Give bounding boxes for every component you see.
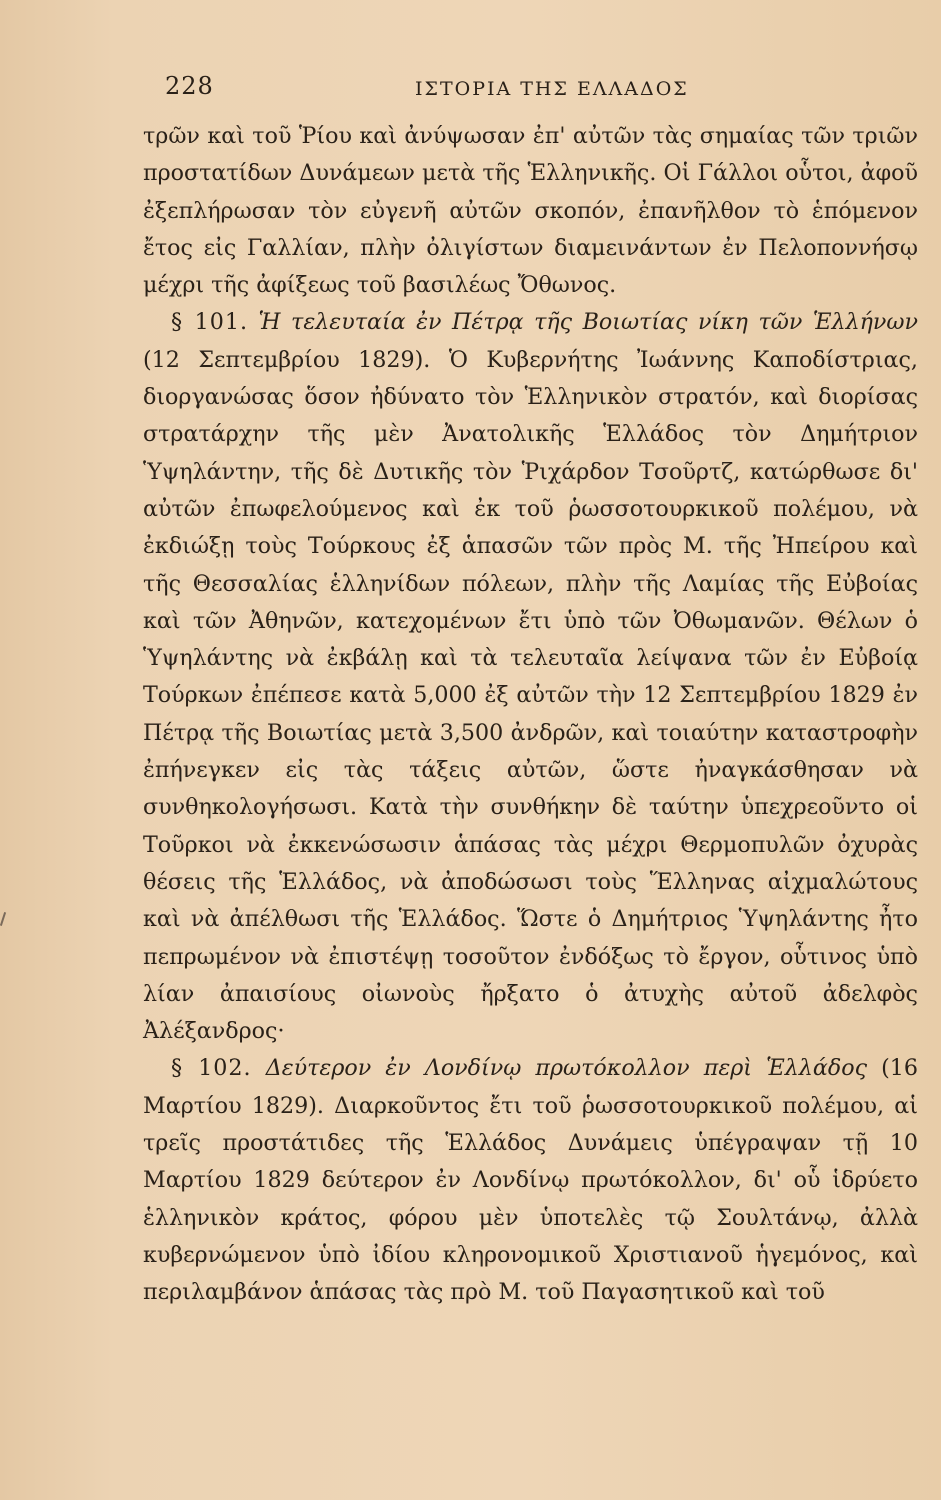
section-102 xyxy=(143,1050,918,1311)
section-101 xyxy=(143,304,918,1050)
section-number: § 101. xyxy=(171,309,249,336)
paragraph-continuation xyxy=(143,118,918,304)
page-header xyxy=(165,62,925,102)
section-title: Δεύτερον ἐν Λονδίνῳ πρωτόκολλον περὶ Ἑλλάδος xyxy=(265,1055,867,1082)
margin-pencil-mark xyxy=(0,912,6,926)
body-text xyxy=(143,118,918,1312)
running-head: ΙΣΤΟΡΙΑ ΤΗΣ ΕΛΛΑΔΟΣ xyxy=(415,78,689,100)
section-number: § 102. xyxy=(171,1055,252,1082)
paragraph-text: τρῶν καὶ τοῦ Ῥίου καὶ ἀνύψωσαν ἐπ' αὐτῶν τὰς σημαίας τῶν τριῶν προστατίδων Δυνάμεων μετὰ τῆς Ἑλληνικῆς. Οἱ Γάλλοι οὗτοι, ἀφοῦ ἐξεπλήρωσαν τὸν εὐγενῆ αὐτῶν σκοπόν, ἐπανῆλθον τὸ ἑπόμενον ἔτος εἰς Γαλλίαν, πλὴν ὀλιγίστων διαμεινάντων ἐν Πελοποννήσῳ μέχρι τῆς ἀφίξεως τοῦ βασιλέως Ὄθωνος. xyxy=(143,123,918,299)
section-text: (12 Σεπτεμβρίου 1829). Ὁ Κυβερνήτης Ἰωάννης Καποδίστριας, διοργανώσας ὅσον ἠδύνατο τὸν Ἑλληνικὸν στρατόν, καὶ διορίσας στρατάρχην τῆς μὲν Ἀνατολικῆς Ἑλλάδος τὸν Δημήτριον Ὑψηλάντην, τῆς δὲ Δυτικῆς τὸν Ῥιχάρδον Τσοῦρτζ, κατώρθωσε δι' αὐτῶν ἐπωφελούμενος καὶ ἐκ τοῦ ῥωσσοτουρκικοῦ πολέμου, νὰ ἐκδιώξῃ τοὺς Τούρκους ἐξ ἁπασῶν τῶν πρὸς Μ. τῆς Ἠπείρου καὶ τῆς Θεσσαλίας ἑλληνίδων πόλεων, πλὴν τῆς Λαμίας τῆς Εὐβοίας καὶ τῶν Ἀθηνῶν, κατεχομένων ἔτι ὑπὸ τῶν Ὀθωμανῶν. Θέλων ὁ Ὑψηλάντης νὰ ἐκβάλῃ καὶ τὰ τελευταῖα λείψανα τῶν ἐν Εὐβοίᾳ Τούρκων ἐπέπεσε κατὰ 5,000 ἐξ αὐτῶν τὴν 12 Σεπτεμβρίου 1829 ἐν Πέτρᾳ τῆς Βοιωτίας μετὰ 3,500 ἀνδρῶν, καὶ τοιαύτην καταστροφὴν ἐπήνεγκεν εἰς τὰς τάξεις αὐτῶν, ὥστε ἠναγκάσθησαν νὰ συνθηκολογήσωσι. Κατὰ τὴν συνθήκην δὲ ταύτην ὑπεχρεοῦντο οἱ Τοῦρκοι νὰ ἐκκενώσωσιν ἁπάσας τὰς μέχρι Θερμοπυλῶν ὀχυρὰς θέσεις τῆς Ἑλλάδος, νὰ ἀποδώσωσι τοὺς Ἕλληνας αἰχμαλώτους καὶ νὰ ἀπέλθωσι τῆς Ἑλλάδος. Ὥστε ὁ Δημήτριος Ὑψηλάντης ἦτο πεπρωμένον νὰ ἐπιστέψῃ τοσοῦτον ἐνδόξως τὸ ἔργον, οὗτινος ὑπὸ λίαν ἀπαισίους οἰωνοὺς ἤρξατο ὁ ἀτυχὴς αὐτοῦ ἀδελφὸς Ἀλέξανδρος· xyxy=(143,346,918,1045)
section-text: (16 Μαρτίου 1829). Διαρκοῦντος ἔτι τοῦ ῥωσσοτουρκικοῦ πολέμου, αἱ τρεῖς προστάτιδες τῆς Ἑλλάδος Δυνάμεις ὑπέγραψαν τῇ 10 Μαρτίου 1829 δεύτερον ἐν Λονδίνῳ πρωτόκολλον, δι' οὗ ἱδρύετο ἑλληνικὸν κράτος, φόρου μὲν ὑποτελὲς τῷ Σουλτάνῳ, ἀλλὰ κυβερνώμενον ὑπὸ ἰδίου κληρονομικοῦ Χριστιανοῦ ἡγεμόνος, καὶ περιλαμβάνον ἁπάσας τὰς πρὸ Μ. τοῦ Παγασητικοῦ καὶ τοῦ xyxy=(143,1055,918,1306)
page-number: 228 xyxy=(165,72,214,100)
section-title: Ἡ τελευταία ἐν Πέτρᾳ τῆς Βοιωτίας νίκη τῶν Ἑλλήνων xyxy=(258,309,918,336)
